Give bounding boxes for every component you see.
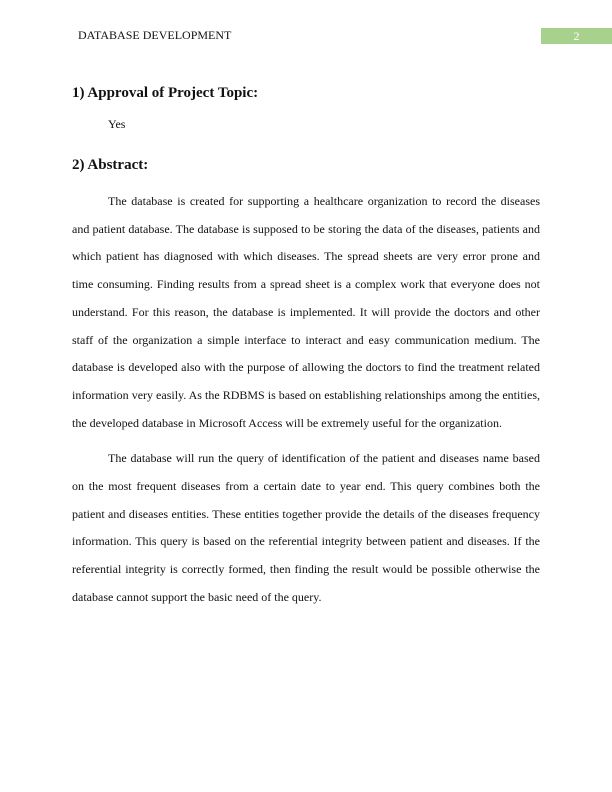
page-number: 2 <box>541 28 612 44</box>
running-header: DATABASE DEVELOPMENT <box>78 28 232 42</box>
abstract-paragraph: The database will run the query of identification of the patient and diseases name based on the most frequent diseases from a certain date to year end. This query combines both the patient and diseases entities. These entities together provide the details of the diseases frequency information. This query is based on the referential integrity between patient and diseases. If the referential integrity is correctly formed, then finding the result would be possible otherwise the database cannot support the basic need of the query. <box>72 451 540 604</box>
document-body <box>72 82 540 612</box>
section-heading-approval: 1) Approval of Project Topic: <box>72 85 259 101</box>
section-heading-abstract: 2) Abstract: <box>72 157 149 173</box>
approval-answer: Yes <box>108 117 126 131</box>
abstract-paragraph: The database is created for supporting a healthcare organization to record the diseases and patient database. The database is supposed to be storing the data of the diseases, patients and which patient has diagnosed with which diseases. The spread sheets are very error prone and time consuming. Finding results from a spread sheet is a complex work that everyone does not understand. For this reason, the database is implemented. It will provide the doctors and other staff of the organization a simple interface to interact and easy communication medium. The database is developed also with the purpose of allowing the doctors to find the treatment related information very easily. As the RDBMS is based on establishing relationships among the entities, the developed database in Microsoft Access will be extremely useful for the organization. <box>72 194 540 430</box>
